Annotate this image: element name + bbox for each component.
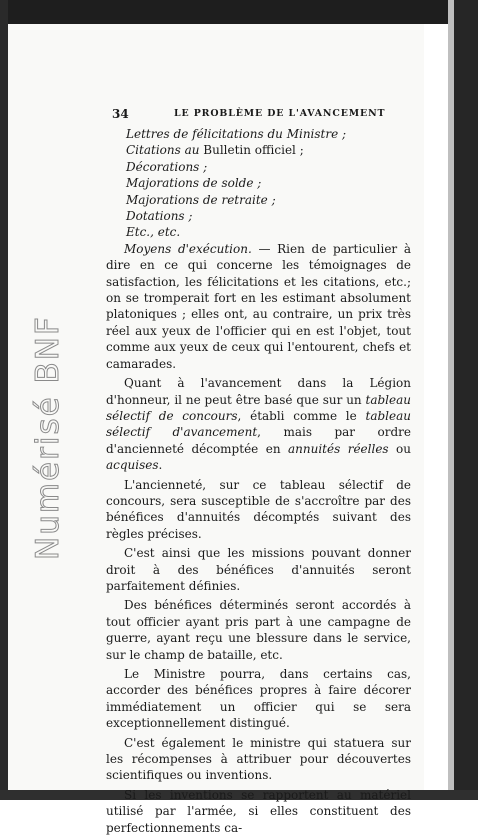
italic-text: annuités réelles	[288, 441, 389, 456]
bnf-watermark: Numérisé BNF	[30, 315, 66, 560]
text-run: Si les inventions se rapportent au matériel utilisé par l'armée, si elles constituent des perfectionnements ca-	[106, 787, 411, 835]
list-item-italic: Lettres de félicitations du Ministre ;	[126, 127, 347, 141]
running-head: LE PROBLÈME DE L'AVANCEMENT	[174, 108, 386, 119]
list-item-italic: Dotations ;	[126, 209, 193, 224]
paragraph	[106, 477, 411, 543]
paragraph	[106, 375, 411, 473]
text-run: C'est également le ministre qui statuera sur les récompenses à attribuer pour découvertes scientifiques ou inventions.	[106, 735, 411, 783]
list-item	[126, 175, 411, 191]
text-run: C'est ainsi que les missions pouvant donner droit à des bénéfices d'annuités seront parfaitement définies.	[106, 546, 411, 593]
scan-border-left	[0, 0, 8, 800]
paragraph	[106, 666, 411, 732]
rewards-list	[106, 126, 411, 241]
italic-text: tableau sélectif de concours	[106, 392, 411, 423]
paragraph	[106, 597, 411, 663]
list-item-italic: Majorations de retraite ;	[126, 192, 276, 207]
text-run: .	[158, 458, 163, 473]
italic-text: Moyens d'exécution.	[124, 241, 252, 256]
paragraphs	[106, 241, 411, 836]
list-item	[126, 126, 411, 142]
body-text	[106, 126, 411, 836]
list-item	[126, 142, 411, 158]
text-run: Quant à l'avancement dans la Légion d'honneur, il ne peut être basé que sur un	[106, 376, 411, 407]
paragraph	[106, 545, 411, 594]
paragraph	[106, 735, 411, 784]
list-item-italic: Décorations ;	[126, 159, 208, 174]
page-number: 34	[112, 107, 129, 121]
page-header	[112, 107, 412, 123]
text-run: , établi comme le	[237, 408, 366, 423]
list-item-italic: Majorations de solde ;	[126, 176, 262, 191]
text-run: ou	[388, 441, 411, 456]
italic-text: tableau sélectif d'avancement	[106, 408, 411, 440]
paragraph	[106, 241, 411, 372]
text-run: L'ancienneté, sur ce tableau sélectif de concours, sera susceptible de s'accroître par des bénéfices d'annuités décomptés suivant des règles précises.	[106, 477, 411, 541]
list-item	[126, 208, 411, 224]
list-item	[126, 224, 411, 240]
text-run: , mais par ordre d'ancienneté décomptée en	[106, 425, 411, 456]
list-item-italic: Citations au	[126, 143, 200, 158]
italic-text: acquises	[106, 458, 159, 473]
list-item	[126, 192, 411, 208]
text-run: Le Ministre pourra, dans certains cas, accorder des bénéfices propres à faire décorer immédiatement un officier qui se sera exceptionnellement distingué.	[106, 667, 411, 731]
text-run: Des bénéfices déterminés seront accordés à tout officier ayant pris part à une campagne de guerre, ayant reçu une blessure dans le service, sur le champ de bataille, etc.	[106, 598, 411, 662]
list-item-italic: Etc., etc.	[126, 225, 181, 240]
scan-border-top	[0, 0, 478, 24]
paragraph	[106, 787, 411, 836]
scan-border-right	[454, 0, 478, 800]
list-item	[126, 159, 411, 175]
text-run: — Rien de particulier à dire en ce qui concerne les témoignages de satisfaction, les félicitations et les citations, etc.; on se tromperait fort en les estimant absolument platoniques ; elles ont, au contraire, un prix très réel aux yeux de l'officier qui en est l'objet, tout comme aux yeux de ceux qui l'entourent, chefs et camarades.	[106, 241, 411, 371]
list-item-upright: Bulletin officiel ;	[199, 143, 304, 158]
